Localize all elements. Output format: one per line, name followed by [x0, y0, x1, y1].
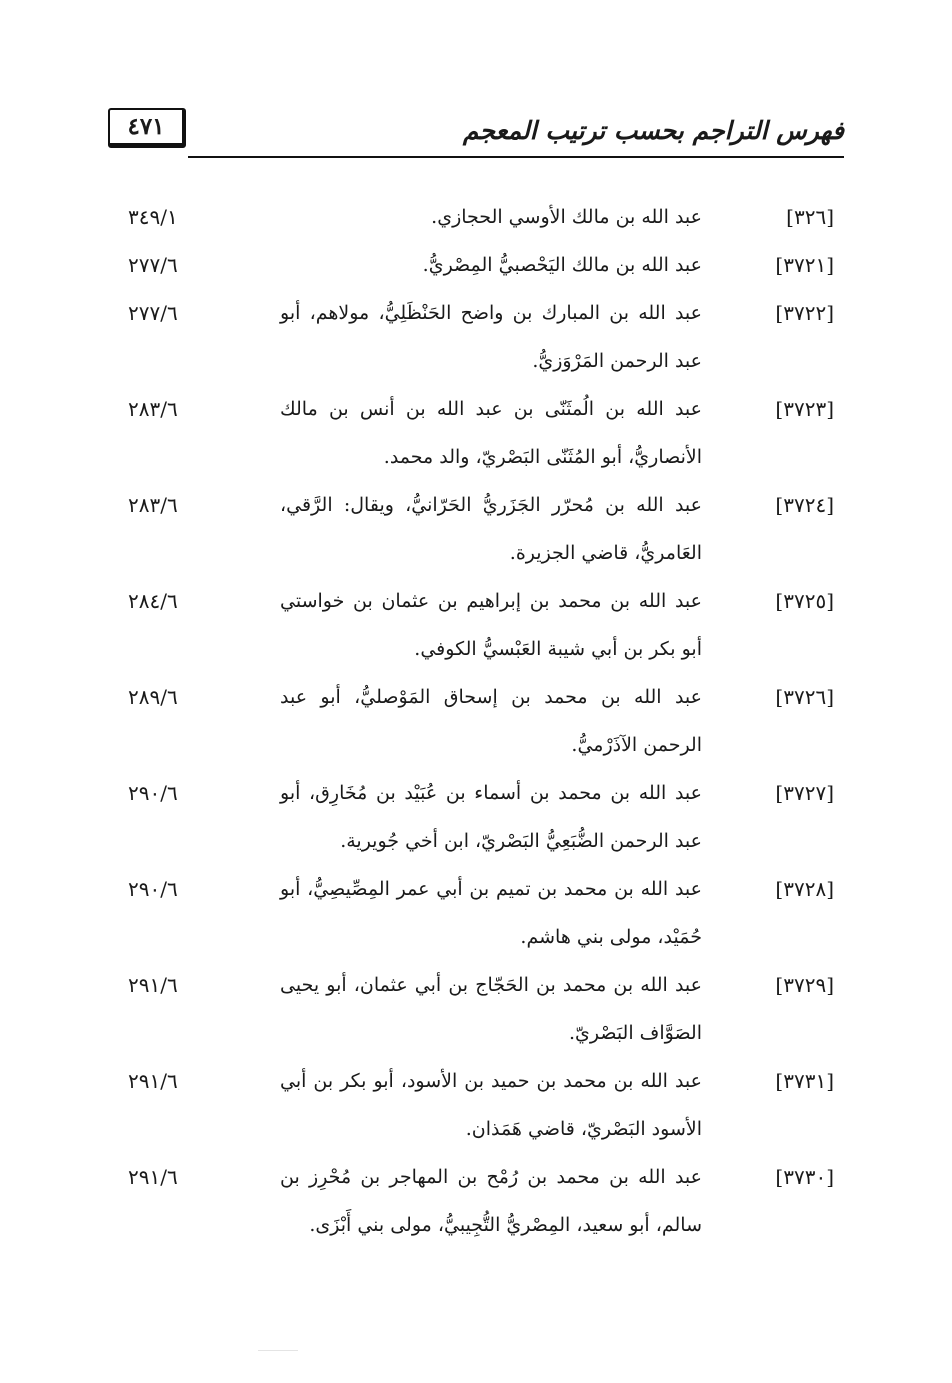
list-item	[0, 193, 952, 241]
entry-number: [٣٧٢٩]	[775, 973, 834, 997]
entry-name: عبد الله بن محمد بن أسماء بن عُبَيْد بن مُخَارِق، أبو عبد الرحمن الضُّبَعِيُّ البَصْريّ، ابن أخي جُويرية.	[280, 782, 702, 852]
list-item	[0, 865, 952, 961]
entry-number: [٣٧٢٢]	[775, 301, 834, 325]
list-item	[0, 577, 952, 673]
page-header	[108, 108, 844, 160]
list-item	[0, 289, 952, 385]
entry-name: عبد الله بن المبارك بن واضح الحَنْظَلِيُّ، مولاهم، أبو عبد الرحمن المَرْوَزيُّ.	[280, 302, 702, 372]
entry-reference: ٣٤٩/١	[128, 205, 178, 229]
list-item	[0, 961, 952, 1057]
entry-name: عبد الله بن الُمثَنّى بن عبد الله بن أنس بن مالك الأنصاريُّ، أبو المُثَنّى البَصْريّ، والد محمد.	[280, 398, 702, 468]
index-list	[0, 193, 952, 1249]
list-item	[0, 481, 952, 577]
entry-reference: ٢٩٠/٦	[128, 781, 178, 805]
entry-reference: ٢٩١/٦	[128, 973, 178, 997]
entry-number: [٣٧٢٤]	[775, 493, 834, 517]
entry-reference: ٢٨٤/٦	[128, 589, 178, 613]
list-item	[0, 385, 952, 481]
entry-number: [٣٢٦]	[786, 205, 834, 229]
entry-reference: ٢٧٧/٦	[128, 253, 178, 277]
entry-number: [٣٧٣١]	[775, 1069, 834, 1093]
entry-name: عبد الله بن محمد بن حميد بن الأسود، أبو بكر بن أبي الأسود البَصْريّ، قاضي هَمَذان.	[280, 1070, 702, 1140]
entry-reference: ٢٨٣/٦	[128, 493, 178, 517]
entry-number: [٣٧٢٦]	[775, 685, 834, 709]
entry-number: [٣٧٣٠]	[775, 1165, 834, 1189]
entry-name: عبد الله بن محمد بن الحَجّاج بن أبي عثمان، أبو يحيى الصَوَّاف البَصْريّ.	[280, 974, 702, 1044]
entry-reference: ٢٩١/٦	[128, 1165, 178, 1189]
running-title: فهرس التراجم بحسب ترتيب المعجم	[462, 116, 844, 145]
entry-reference: ٢٧٧/٦	[128, 301, 178, 325]
entry-name: عبد الله بن محمد بن رُمْح بن المهاجر بن مُحْرِز بن سالم، أبو سعيد، المِصْريُّ التُّجِيبيُّ، مولى بني أَبْزَى.	[280, 1166, 702, 1236]
entry-name: عبد الله بن مُحرّر الجَزَريُّ الحَرّانيُّ، ويقال: الرَّقي، العَامريُّ، قاضي الجزيرة.	[280, 494, 702, 564]
entry-number: [٣٧٢٨]	[775, 877, 834, 901]
entry-name: عبد الله بن محمد بن إسحاق المَوْصليُّ، أبو عبد الرحمن الآذَرْميُّ.	[280, 686, 702, 756]
entry-name: عبد الله بن مالك اليَحْصبيُّ المِصْريُّ.	[422, 254, 702, 276]
scan-mark	[258, 1350, 298, 1351]
list-item	[0, 769, 952, 865]
entry-reference: ٢٩١/٦	[128, 1069, 178, 1093]
page-number: ٤٧١	[127, 113, 165, 140]
entry-number: [٣٧٢٥]	[775, 589, 834, 613]
entry-reference: ٢٩٠/٦	[128, 877, 178, 901]
entry-number: [٣٧٢١]	[775, 253, 834, 277]
entry-name: عبد الله بن محمد بن إبراهيم بن عثمان بن خواستي أبو بكر بن أبي شيبة العَبْسيُّ الكوفي.	[280, 590, 702, 660]
entry-name: عبد الله بن مالك الأوسي الحجازي.	[431, 206, 702, 228]
list-item	[0, 673, 952, 769]
entry-reference: ٢٨٩/٦	[128, 685, 178, 709]
page-number-box	[108, 108, 186, 148]
list-item	[0, 1057, 952, 1153]
entry-reference: ٢٨٣/٦	[128, 397, 178, 421]
list-item	[0, 241, 952, 289]
entry-number: [٣٧٢٣]	[775, 397, 834, 421]
entry-name: عبد الله بن محمد بن تميم بن أبي عمر المِصِّيصِيُّ، أبو حُمَيْد، مولى بني هاشم.	[280, 878, 702, 948]
entry-number: [٣٧٢٧]	[775, 781, 834, 805]
header-rule	[188, 156, 844, 158]
list-item	[0, 1153, 952, 1249]
